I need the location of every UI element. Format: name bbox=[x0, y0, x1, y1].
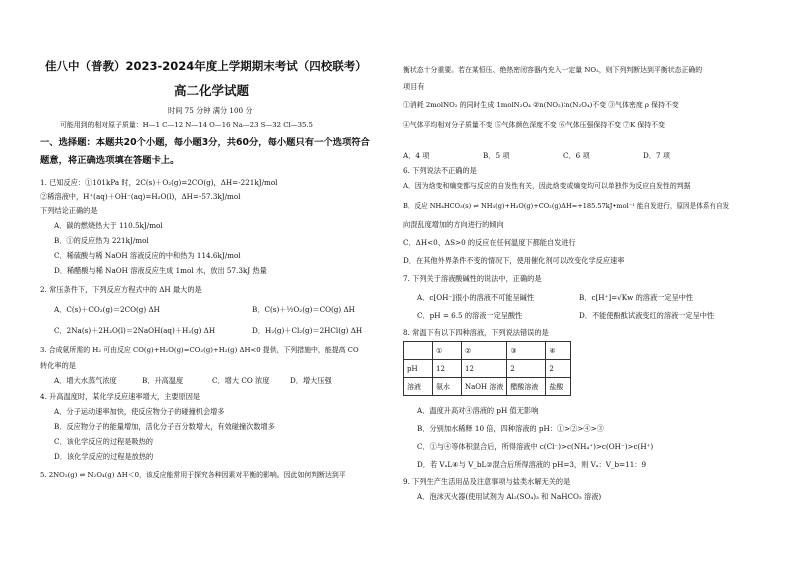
q6-option-b-cont: 向混乱度增加的方向进行的倾向 bbox=[403, 220, 504, 229]
q5-items-2: ④气体平均相对分子质量不变 ⑤气体颜色深度不变 ⑥气体压强保持不变 ⑦K 保持不变 bbox=[403, 121, 665, 129]
table-cell: ② bbox=[462, 342, 507, 360]
q8-option-a: A．温度升高对④溶液的 pH 值无影响 bbox=[417, 406, 539, 415]
table-cell: 2 bbox=[546, 360, 571, 378]
q6-option-a: A．因为焓变和熵变都与反应的自发性有关，因此焓变或熵变均可以单独作为反应自发性的判据 bbox=[403, 182, 691, 190]
table-cell: 2 bbox=[507, 360, 546, 378]
q7-option-c: C．pH = 6.5 的溶液一定呈酸性 bbox=[417, 311, 523, 320]
q6-option-b: B．反应 NH₄HCO₃(s) ⇌ NH₃(g)+H₂O(g)+CO₂(g)ΔH=+185.57kJ•mol⁻¹ 能自发进行，原因是体系有自发 bbox=[403, 202, 730, 210]
q5-continued-2: 项目有 bbox=[403, 82, 425, 91]
q8-option-c: C．①与④等体积混合后，所得溶液中 c(Cl⁻)>c(NH₄⁺)>c(OH⁻)>c(H⁺) bbox=[417, 442, 654, 451]
q8-option-b: B．分别加水稀释 10 倍，四种溶液的 pH：①>②>④>③ bbox=[417, 424, 604, 433]
q1-option-d: D．稀醋酸与稀 NaOH 溶液反应生成 1mol 水，放出 57.3kJ 热量 bbox=[54, 266, 267, 275]
q9-stem: 9. 下列生产生活用品及注意事项与盐类水解无关的是 bbox=[403, 477, 571, 486]
q4-stem: 4. 升高温度时，某化学反应速率增大，主要原因是 bbox=[40, 392, 201, 401]
q5-continued-1: 衡状态十分重要。若在某恒压、绝热密闭容器内充入一定量 NO₂，则下列判断达到平衡状态正确的 bbox=[403, 66, 703, 74]
table-cell: 氨水 bbox=[433, 378, 462, 396]
table-cell: 溶液 bbox=[404, 378, 433, 396]
q1-option-a: A．碳的燃烧热大于 110.5kJ/mol bbox=[54, 221, 163, 230]
q7-option-a: A．c[OH⁻]很小的溶液不可能呈碱性 bbox=[417, 293, 535, 302]
q3-option-a: A．增大水蒸气浓度 bbox=[54, 376, 117, 385]
table-cell bbox=[404, 342, 433, 360]
q3-option-b: B．升高温度 bbox=[142, 376, 184, 385]
q3-option-d: D．增大压强 bbox=[290, 376, 332, 385]
q1-option-c: C．稀硫酸与稀 NaOH 溶液反应的中和热为 114.6kJ/mol bbox=[54, 251, 241, 260]
q6-option-c: C．ΔH<0、ΔS>0 的反应在任何温度下都能自发进行 bbox=[403, 238, 576, 247]
table-cell: 12 bbox=[462, 360, 507, 378]
q8-option-d: D．若 VₐL④与 V_bL②混合后所得溶液的 pH=3，则 Vₐ：V_b=11：9 bbox=[417, 460, 647, 469]
q1-line2: ②稀溶液中，H⁺(aq)＋OH⁻(aq)=H₂O(l)，ΔH=-57.3kJ/mol bbox=[40, 192, 241, 201]
q6-stem: 6. 下列说法不正确的是 bbox=[403, 166, 477, 175]
q3-option-c: C．增大 CO 浓度 bbox=[212, 376, 270, 385]
q3-stem: 3. 合成氨所需的 H₂ 可由反应 CO(g)+H₂O(g)=CO₂(g)+H₂(g) ΔH<0 提供，下列措施中，能提高 CO bbox=[40, 346, 359, 354]
q4-option-d: D．该化学反应的过程是放热的 bbox=[54, 452, 154, 461]
table-cell: ④ bbox=[546, 342, 571, 360]
q5-choice-d: D．7 项 bbox=[643, 151, 670, 160]
q5-choice-a: A．4 项 bbox=[403, 151, 430, 160]
q2-option-a: A．C(s)＋CO₂(g)＝2CO(g) ΔH bbox=[54, 305, 160, 314]
q5-stem: 5. 2NO₂(g) ⇌ N₂O₄(g) ΔH＜0，该反应能常用于探究各种因素对平衡的影响。因此如何判断达到平 bbox=[40, 471, 346, 479]
table-cell: pH bbox=[404, 360, 433, 378]
exam-title: 佳八中（普教）2023-2024年度上学期期末考试（四校联考） bbox=[45, 59, 367, 73]
q4-option-c: C．该化学反应的过程是吸热的 bbox=[54, 437, 153, 446]
q8-ph-table bbox=[403, 341, 571, 396]
q7-option-b: B．c[H⁺]=√Kw 的溶液一定呈中性 bbox=[579, 293, 694, 302]
q3-line2: 转化率的是 bbox=[40, 361, 76, 370]
q4-option-b: B．反应物分子的能量增加，活化分子百分数增大，有效碰撞次数增多 bbox=[54, 422, 275, 431]
q2-option-d: D．H₂(g)＋Cl₂(g)＝2HCl(g) ΔH bbox=[252, 326, 363, 335]
table-cell: 盐酸 bbox=[546, 378, 571, 396]
exam-subtitle: 高二化学试题 bbox=[174, 83, 250, 98]
q7-stem: 7. 下列关于溶液酸碱性的说法中，正确的是 bbox=[403, 274, 542, 283]
table-row bbox=[404, 378, 571, 396]
table-cell: 12 bbox=[433, 360, 462, 378]
section-heading-1: 一、选择题：本题共20个小题，每小题3分，共60分，每小题只有一个选项符合 bbox=[40, 137, 370, 148]
q1-stem: 1. 已知反应：①101kPa 时，2C(s)＋O₂(g)=2CO(g)，ΔH=-221kJ/mol bbox=[40, 178, 278, 187]
table-cell: 醋酸溶液 bbox=[507, 378, 546, 396]
q5-choice-c: C．6 项 bbox=[563, 151, 590, 160]
table-cell: ① bbox=[433, 342, 462, 360]
q2-option-b: B．C(s)＋½O₂(g)＝CO(g) ΔH bbox=[252, 305, 355, 314]
q5-items-1: ①消耗 2molNO₂ 的同时生成 1molN₂O₄ ②n(NO₂)∶n(N₂O₄)不变 ③气体密度 ρ 保持不变 bbox=[403, 101, 679, 109]
q5-choice-b: B．5 项 bbox=[483, 151, 510, 160]
table-cell: NaOH 溶液 bbox=[462, 378, 507, 396]
q4-option-a: A．分子运动速率加快，使反应物分子的碰撞机会增多 bbox=[54, 407, 225, 416]
q2-option-c: C．2Na(s)＋2H₂O(l)＝2NaOH(aq)＋H₂(g) ΔH bbox=[54, 326, 216, 335]
q7-option-d: D．不能使酚酞试液变红的溶液一定呈中性 bbox=[579, 311, 715, 320]
section-heading-2: 题意，将正确选项填在答题卡上。 bbox=[40, 155, 180, 166]
table-row bbox=[404, 360, 571, 378]
q1-line3: 下列结论正确的是 bbox=[40, 206, 98, 215]
q1-option-b: B．①的反应热为 221kJ/mol bbox=[54, 236, 149, 245]
table-cell: ③ bbox=[507, 342, 546, 360]
q2-stem: 2. 常压条件下，下列反应方程式中的 ΔH 最大的是 bbox=[40, 285, 202, 294]
q8-stem: 8. 常温下有以下四种溶液，下列说法错误的是 bbox=[403, 328, 549, 337]
q6-option-d: D．在其他外界条件不变的情况下，使用催化剂可以改变化学反应速率 bbox=[403, 256, 625, 265]
q9-option-a: A．泡沫灭火器(使用试剂为 Al₂(SO₄)₃ 和 NaHCO₃ 溶液) bbox=[417, 492, 602, 501]
exam-meta: 时间 75 分钟 满分 100 分 bbox=[168, 106, 253, 115]
atomic-mass-line: 可能用到的相对原子质量：H—1 C—12 N—14 O—16 Na—23 S—32 Cl—35.5 bbox=[60, 121, 313, 129]
table-row bbox=[404, 342, 571, 360]
